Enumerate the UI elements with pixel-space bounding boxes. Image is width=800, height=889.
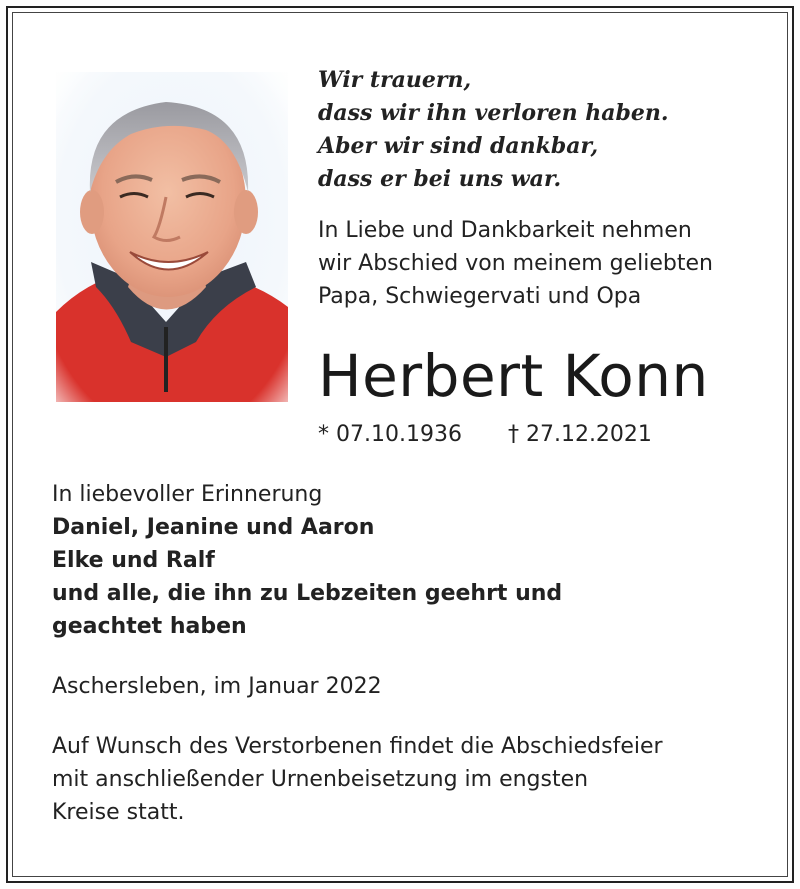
- intro-line: Papa, Schwiegervati und Opa: [318, 284, 642, 309]
- intro-line: wir Abschied von meinem geliebten: [318, 251, 713, 276]
- funeral-notice: [52, 730, 772, 829]
- mourner-line: geachtet haben: [52, 614, 247, 639]
- poem-line: dass wir ihn verloren haben.: [318, 100, 669, 126]
- portrait-photo: [56, 72, 288, 402]
- memory-heading: In liebevoller Erinnerung: [52, 482, 323, 507]
- notice-line: Auf Wunsch des Verstorbenen findet die Abschiedsfeier: [52, 734, 663, 759]
- poem-line: Aber wir sind dankbar,: [318, 133, 599, 159]
- notice-line: mit anschließender Urnenbeisetzung im engsten: [52, 767, 589, 792]
- deceased-name: Herbert Konn: [318, 342, 709, 410]
- death-date: † 27.12.2021: [507, 422, 652, 447]
- mourner-line: und alle, die ihn zu Lebzeiten geehrt und: [52, 581, 563, 606]
- poem-line: Wir trauern,: [318, 67, 472, 93]
- memory-block: [52, 478, 752, 643]
- place-date: Aschersleben, im Januar 2022: [52, 674, 382, 699]
- mourner-line: Daniel, Jeanine und Aaron: [52, 515, 375, 540]
- intro-line: In Liebe und Dankbarkeit nehmen: [318, 218, 692, 243]
- farewell-intro: [318, 214, 778, 313]
- poem: [318, 64, 768, 196]
- poem-line: dass er bei uns war.: [318, 166, 562, 192]
- notice-line: Kreise statt.: [52, 800, 185, 825]
- birth-date: * 07.10.1936: [318, 422, 462, 447]
- mourner-line: Elke und Ralf: [52, 548, 215, 573]
- life-dates: [318, 420, 652, 450]
